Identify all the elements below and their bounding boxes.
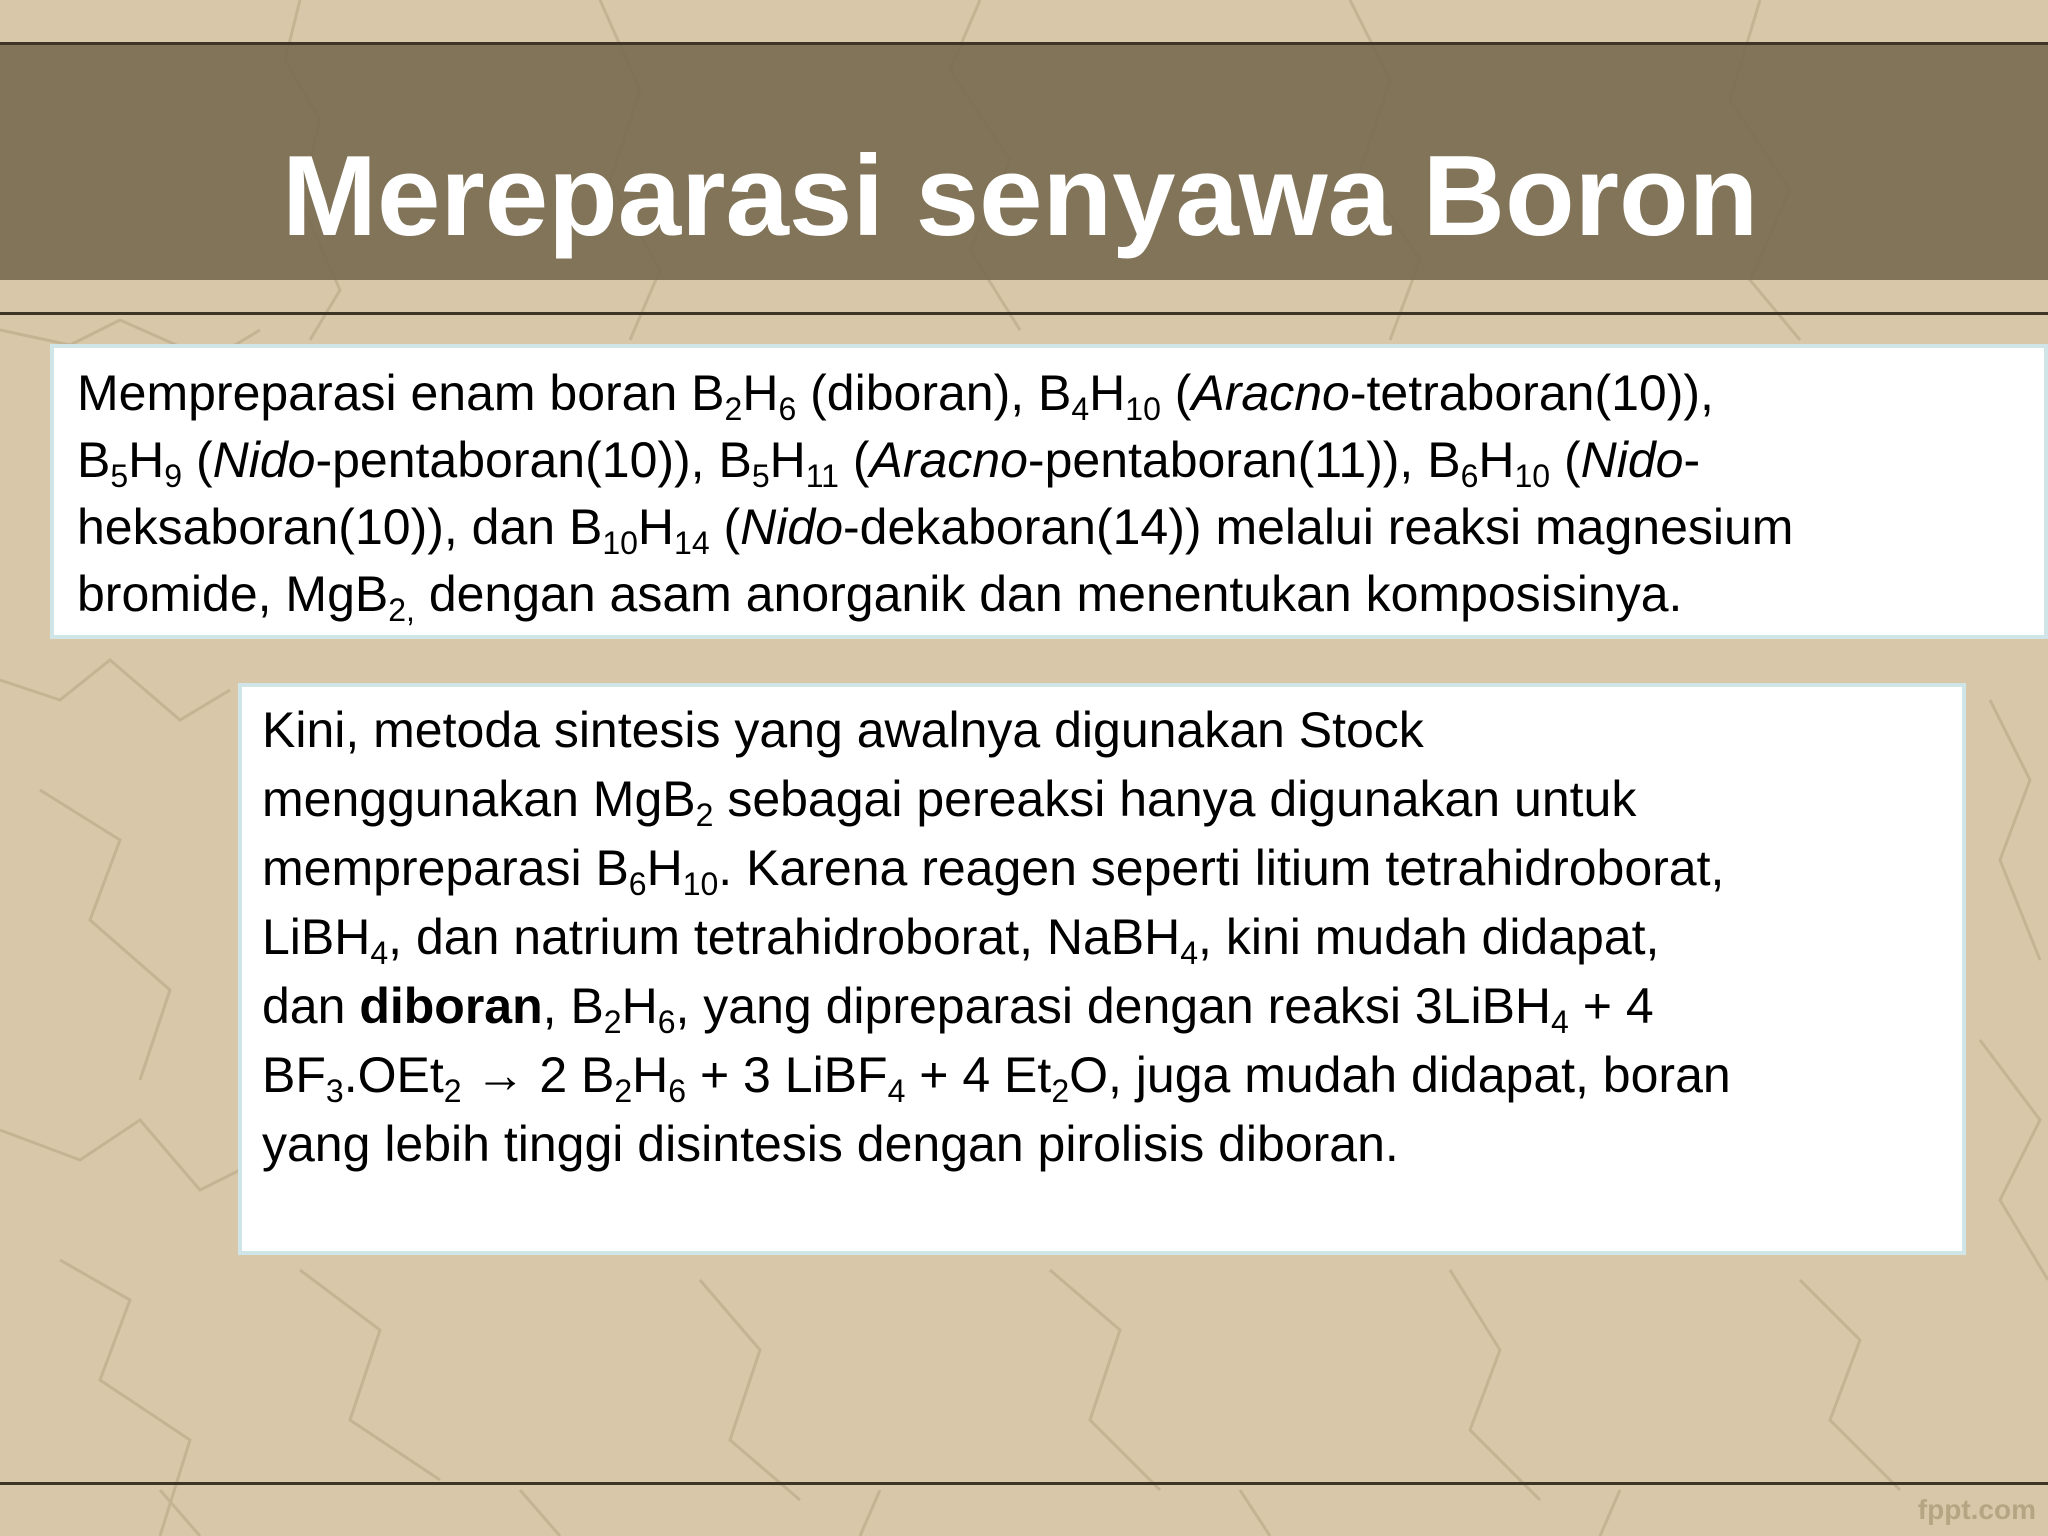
slide-title: Mereparasi senyawa Boron: [282, 133, 1759, 260]
footer-rule: [0, 1482, 2048, 1485]
detail-line-4: LiBH$_4$, dan natrium tetrahidroborat, NaBH$_4$, kini mudah didapat,: [262, 909, 1660, 971]
detail-line-1: Kini, metoda sintesis yang awalnya digunakan Stock: [262, 702, 1424, 758]
fppt-watermark: fppt.com: [1917, 1494, 2036, 1525]
intro-line-1: Mempreparasi enam boran $B_2H_6$ (diboran), $B_4H_{10}$ (Aracno-tetraboran(10)),: [77, 365, 1714, 427]
detail-line-2: menggunakan MgB$_2$ sebagai pereaksi hanya digunakan untuk: [262, 771, 1637, 833]
intro-paragraph: [77, 360, 1793, 628]
detail-line-5: dan diboran, $B_2H_6$, yang dipreparasi dengan reaksi 3LiBH$_4$ + 4: [262, 978, 1654, 1040]
intro-line-3: heksaboran(10)), dan $B_{10}H_{14}$ (Nido-dekaboran(14)) melalui reaksi magnesium: [77, 499, 1794, 561]
detail-line-7: yang lebih tinggi disintesis dengan pirolisis diboran.: [262, 1116, 1399, 1172]
detail-line-6: $BF_3.OEt_2 \to 2$ $B_2H_6 + 3$ LiBF$_4$ + 4 $Et_2O$, juga mudah didapat, boran: [262, 1047, 1731, 1109]
title-rule-bottom: [0, 312, 2048, 315]
intro-line-4: bromide, MgB$_{2,}$ dengan asam anorganik dan menentukan komposisinya.: [77, 566, 1683, 628]
intro-line-2: $B_5H_9$ (Nido-pentaboran(10)), $B_5H_{11}$ (Aracno-pentaboran(11)), $B_6H_{10}$ (Nido-: [77, 432, 1701, 494]
intro-text-box: [50, 344, 2048, 639]
detail-paragraph: [262, 696, 1731, 1179]
title-rule-top: [0, 42, 2048, 45]
detail-text-box: [238, 683, 1966, 1255]
detail-line-3: mempreparasi $B_6H_{10}$. Karena reagen seperti litium tetrahidroborat,: [262, 840, 1725, 902]
